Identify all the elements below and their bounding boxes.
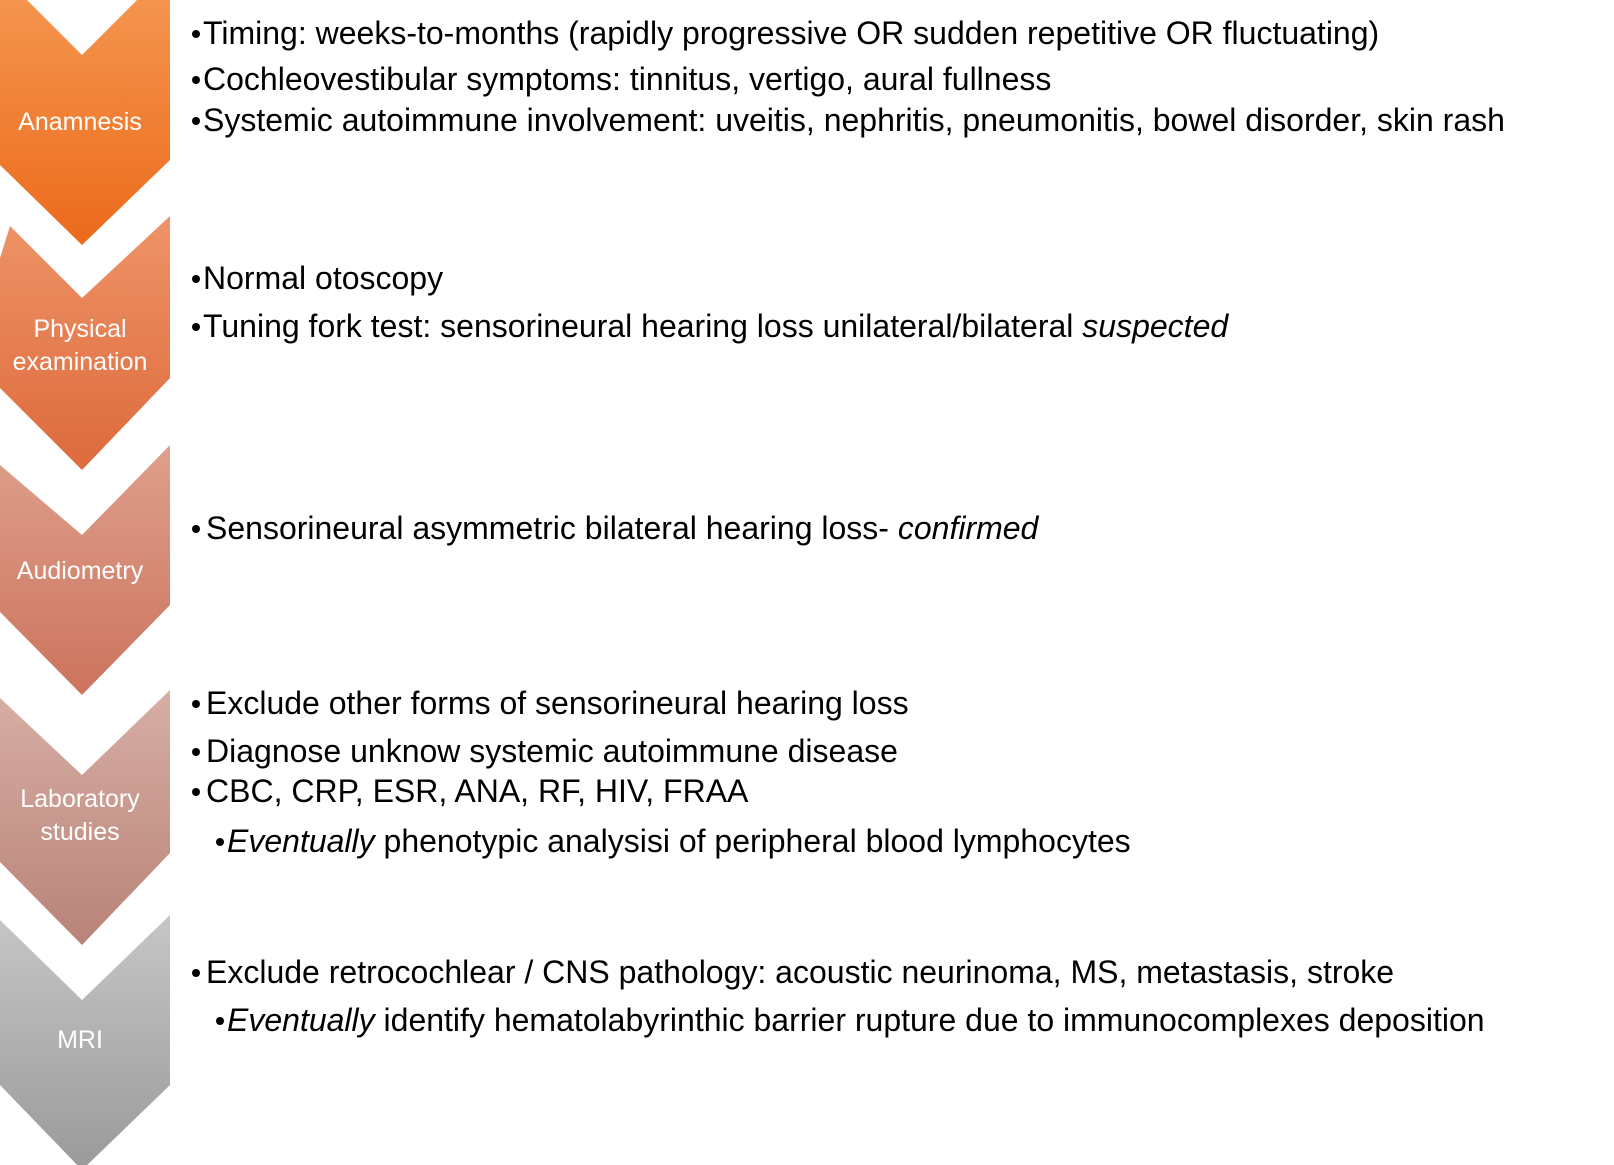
bullet-dot: [216, 1017, 224, 1025]
mri-exclude-pathology: Exclude retrocochlear / CNS pathology: acoustic neurinoma, MS, metastasis, stroke: [192, 952, 1394, 992]
bullet-dot: [192, 117, 200, 125]
anamnesis-cochleovestibular: Cochleovestibular symptoms: tinnitus, vertigo, aural fullness: [192, 59, 1051, 99]
bullet-dot: [192, 76, 200, 84]
lab-diagnose-autoimmune: Diagnose unknow systemic autoimmune disease: [192, 731, 898, 771]
bullet-dot: [192, 969, 200, 977]
stage-label-laboratory-studies: Laboratory studies: [20, 785, 140, 846]
mri-barrier-rupture: Eventually identify hematolabyrinthic barrier rupture due to immunocomplexes deposition: [216, 1000, 1485, 1040]
audiometry-result: Sensorineural asymmetric bilateral hearing loss- confirmed: [192, 508, 1038, 548]
lab-lymphocytes: Eventually phenotypic analysisi of peripheral blood lymphocytes: [216, 821, 1131, 861]
bullet-dot: [192, 30, 200, 38]
lab-tests: CBC, CRP, ESR, ANA, RF, HIV, FRAA: [192, 771, 748, 811]
bullet-dot: [192, 748, 200, 756]
bullet-dot: [192, 323, 200, 331]
anamnesis-systemic: Systemic autoimmune involvement: uveitis, nephritis, pneumonitis, bowel disorder, skin rash: [192, 100, 1505, 140]
physical-otoscopy: Normal otoscopy: [192, 258, 443, 298]
bullet-dot: [192, 700, 200, 708]
bullet-dot: [216, 838, 224, 846]
bullet-dot: [192, 788, 200, 796]
bullet-dot: [192, 525, 200, 533]
stage-label-mri: MRI: [57, 1026, 103, 1054]
stage-label-anamnesis: Anamnesis: [18, 108, 142, 136]
bullet-dot: [192, 275, 200, 283]
stage-label-physical-examination: Physical examination: [12, 315, 148, 376]
lab-exclude-forms: Exclude other forms of sensorineural hearing loss: [192, 683, 909, 723]
stage-label-audiometry: Audiometry: [16, 557, 144, 585]
physical-tuning-fork: Tuning fork test: sensorineural hearing loss unilateral/bilateral suspected: [192, 306, 1228, 346]
anamnesis-timing: Timing: weeks-to-months (rapidly progressive OR sudden repetitive OR fluctuating): [192, 13, 1379, 53]
